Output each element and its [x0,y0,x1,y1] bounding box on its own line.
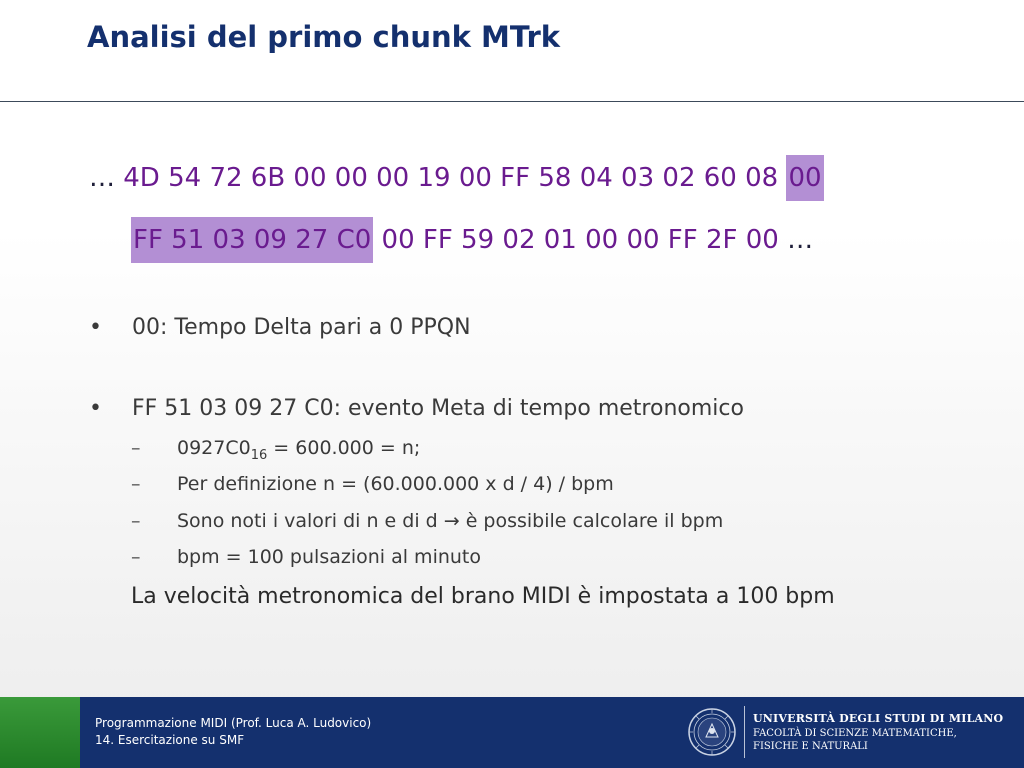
ellipsis-end: … [787,225,814,255]
hex-bytes-1: 4D 54 72 6B 00 00 00 19 00 FF 58 04 03 02 60 08 [123,163,787,193]
faculty-line-1: FACOLTÀ DI SCIENZE MATEMATICHE, [753,728,957,739]
subitem-bpm-result [131,546,481,568]
hex-value-equals: = 600.000 = n; [267,437,421,459]
definition-text: Per definizione n = (60.000.000 x d / 4) / bpm [177,473,614,495]
hex-highlight-tempo-event: FF 51 03 09 27 C0 [131,217,373,263]
ellipsis-start: … [89,163,124,193]
sub-marker: – [131,510,141,532]
right-arrow-icon: → [443,510,460,532]
bullet-text: 00: Tempo Delta pari a 0 PPQN [132,315,471,340]
slide-title: Analisi del primo chunk MTrk [87,20,561,54]
subitem-definition [131,473,614,495]
university-name-block [753,712,1003,753]
hex-highlight-delta: 00 [786,155,823,201]
lesson-name: 14. Esercitazione su SMF [95,733,245,747]
bullet-text: FF 51 03 09 27 C0: evento Meta di tempo metronomico [132,396,744,421]
bullet-marker: • [89,315,102,340]
hex-line-2 [131,225,813,255]
footer-bar [0,697,1024,768]
sub-marker: – [131,546,141,568]
hex-value: 0927C0 [177,437,251,459]
bullet-delta-time [89,315,471,340]
bullet-marker: • [89,396,102,421]
hex-bytes-2: 00 FF 59 02 01 00 00 FF 2F 00 [373,225,788,255]
base-subscript: 16 [250,447,268,463]
footer-course-info [95,715,371,749]
known-values-result: è possibile calcolare il bpm [459,510,724,532]
course-name: Programmazione MIDI (Prof. Luca A. Ludovico) [95,716,372,730]
subitem-hex-value [131,437,420,463]
footer-accent-block [0,697,80,768]
conclusion-text: La velocità metronomica del brano MIDI è impostata a 100 bpm [131,584,835,609]
sub-marker: – [131,437,141,459]
known-values-text: Sono noti i valori di n e di d [177,510,444,532]
hex-line-1 [89,163,824,193]
bpm-result-text: bpm = 100 pulsazioni al minuto [177,546,481,568]
university-seal-icon [687,707,737,757]
faculty-line-2: FISICHE E NATURALI [753,741,868,752]
title-divider [0,101,1024,102]
subitem-known-values [131,510,723,532]
sub-marker: – [131,473,141,495]
footer-divider [744,706,745,758]
university-name: UNIVERSITÀ DEGLI STUDI DI MILANO [753,712,1004,725]
bullet-tempo-meta [89,396,744,421]
